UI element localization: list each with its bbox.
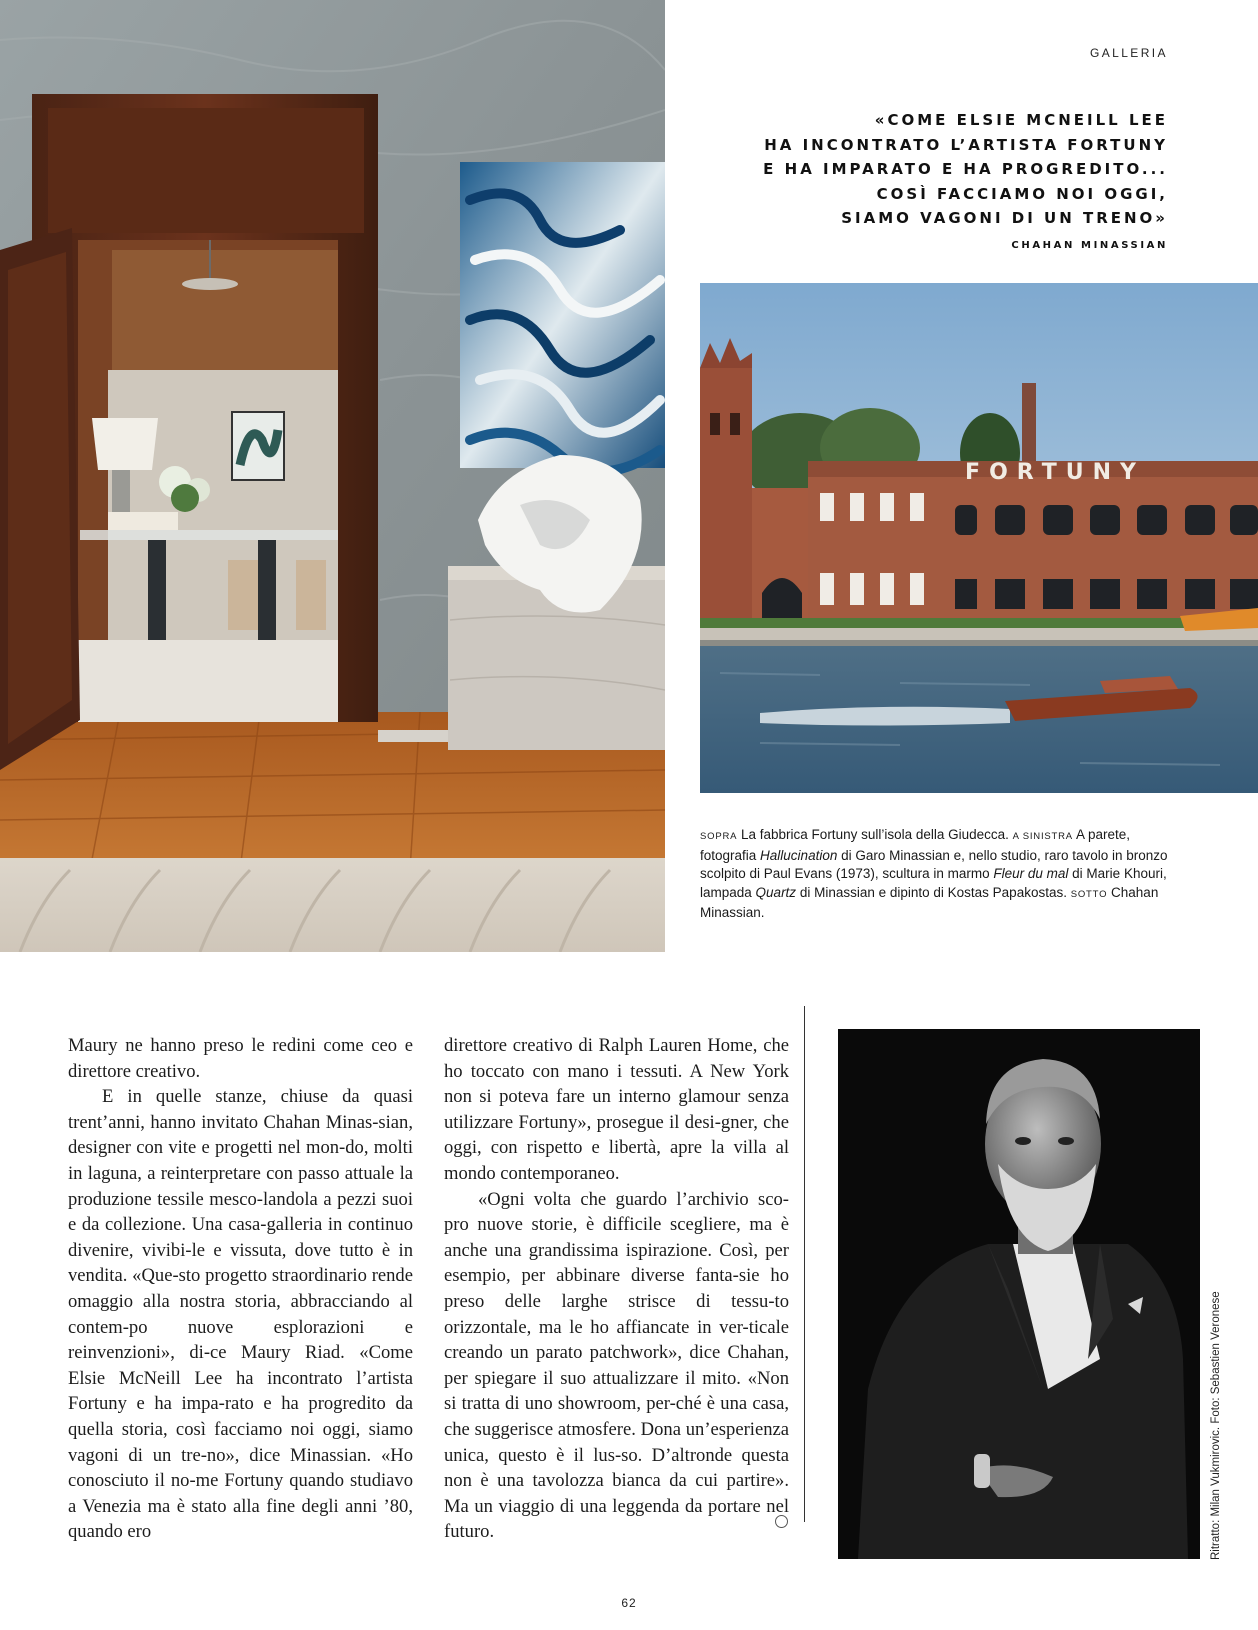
caption-label-sopra: SOPRA [700, 831, 738, 842]
section-label: GALLERIA [1090, 46, 1168, 60]
caption-text: A parete, fotografia [700, 827, 1130, 863]
caption-text: La fabbrica Fortuny sull’isola della Giudecca. [737, 827, 1013, 842]
photo-credit: Ritratto: Milan Vukmirovic. Foto: Sebastien Veronese [1210, 1291, 1222, 1560]
page-number: 62 [621, 1596, 637, 1610]
pull-quote-line: COSÌ FACCIAMO NOI OGGI, [876, 184, 1168, 203]
caption-italic: Quartz [755, 884, 797, 900]
fortuny-factory-photo [700, 283, 1258, 793]
caption-italic: Fleur du mal [993, 866, 1069, 881]
factory-sign: FORTUNY [965, 460, 1145, 485]
interior-illustration [0, 0, 665, 952]
photo-caption [700, 826, 1180, 923]
paragraph: «Ogni volta che guardo l’archivio sco-pro nuove storie, è difficile scegliere, ma è anche una grandissima ispirazione. Così, per esempio, per abbinare diverse fanta-sie ho preso delle larghe strisce di tessu-to orizzontale, ma le ho affiancate in ver-ticale creando un parato patchwork», dice Chahan, per spiegare il suo attualizzare il mito. «Non si tratta di uno showroom, per-ché è una casa, che suggerisce atmosfere. Dona un’esperienza unica, questo è il lus-so. D’altronde questa non è una tavolozza bianca da cui partire». Ma un viaggio di una leggenda da portare nel futuro. [444, 1188, 789, 1543]
pull-quote-line: «COME ELSIE MCNEILL LEE [874, 111, 1168, 129]
paragraph: direttore creativo di Ralph Lauren Home, che ho toccato con mano i tessuti. A New York non si poteva fare un interno glamour senza utilizzare Fortuny», prosegue il desi-gner, che oggi, con rispetto e libertà, apre la villa al mondo contemporaneo. [444, 1035, 789, 1184]
paragraph: Maury ne hanno preso le redini come ceo e direttore creativo. [68, 1035, 413, 1082]
portrait-photo [838, 1029, 1200, 1559]
pull-quote-author: CHAHAN MINASSIAN [1011, 240, 1168, 251]
interior-photo [0, 0, 665, 952]
pull-quote-line: E HA IMPARATO E HA PROGREDITO... [763, 160, 1168, 178]
caption-text: di Garo Minassian e, nello studio, raro tavolo in bronzo scolpito di Paul Evans (1973), scultura in marmo [700, 847, 1168, 881]
paragraph: E in quelle stanze, chiuse da quasi trent’anni, hanno invitato Chahan Minas-sian, designer con vite e progetti nel mon-do, molti in laguna, a reinterpretare con passo attuale la produzione tessile mesco-landola a pezzi suoi e da collezione. Una casa-galleria in continuo divenire, vivibi-le e vissuta, dove tutto è in vendita. «Que-sto progetto straordinario rende omaggio alla nostra storia, abbracciando al contem-po nuove esplorazioni e reinvenzioni», di-ce Maury Riad. «Come Elsie McNeill Lee ha incontrato l’artista Fortuny e ha impa-rato e ha progredito da quella storia, così facciamo noi oggi, siamo vagoni di un tre-no», dice Minassian. «Ho conosciuto il no-me Fortuny quando studiavo a Venezia ma è stato alla fine degli anni ’80, quando ero [68, 1086, 413, 1543]
caption-label-sotto: SOTTO [1070, 888, 1108, 900]
column-divider [804, 1006, 805, 1522]
caption-text: di Minassian e dipinto di Kostas Papakostas. [796, 884, 1071, 900]
end-mark-icon [775, 1515, 788, 1528]
caption-text: di Marie Khouri, lampada [700, 866, 1167, 900]
caption-label-sinistra: A SINISTRA [1012, 831, 1073, 842]
portrait-illustration [838, 1029, 1200, 1559]
caption-italic: Hallucination [760, 847, 838, 863]
pull-quote [608, 108, 1168, 231]
pull-quote-line: SIAMO VAGONI DI UN TRENO» [841, 209, 1168, 227]
body-column-2 [444, 1033, 789, 1545]
pull-quote-line: HA INCONTRATO L’ARTISTA FORTUNY [764, 135, 1168, 154]
body-column-1 [68, 1033, 413, 1545]
factory-illustration [700, 283, 1258, 793]
caption-text: Chahan Minassian. [700, 884, 1159, 920]
